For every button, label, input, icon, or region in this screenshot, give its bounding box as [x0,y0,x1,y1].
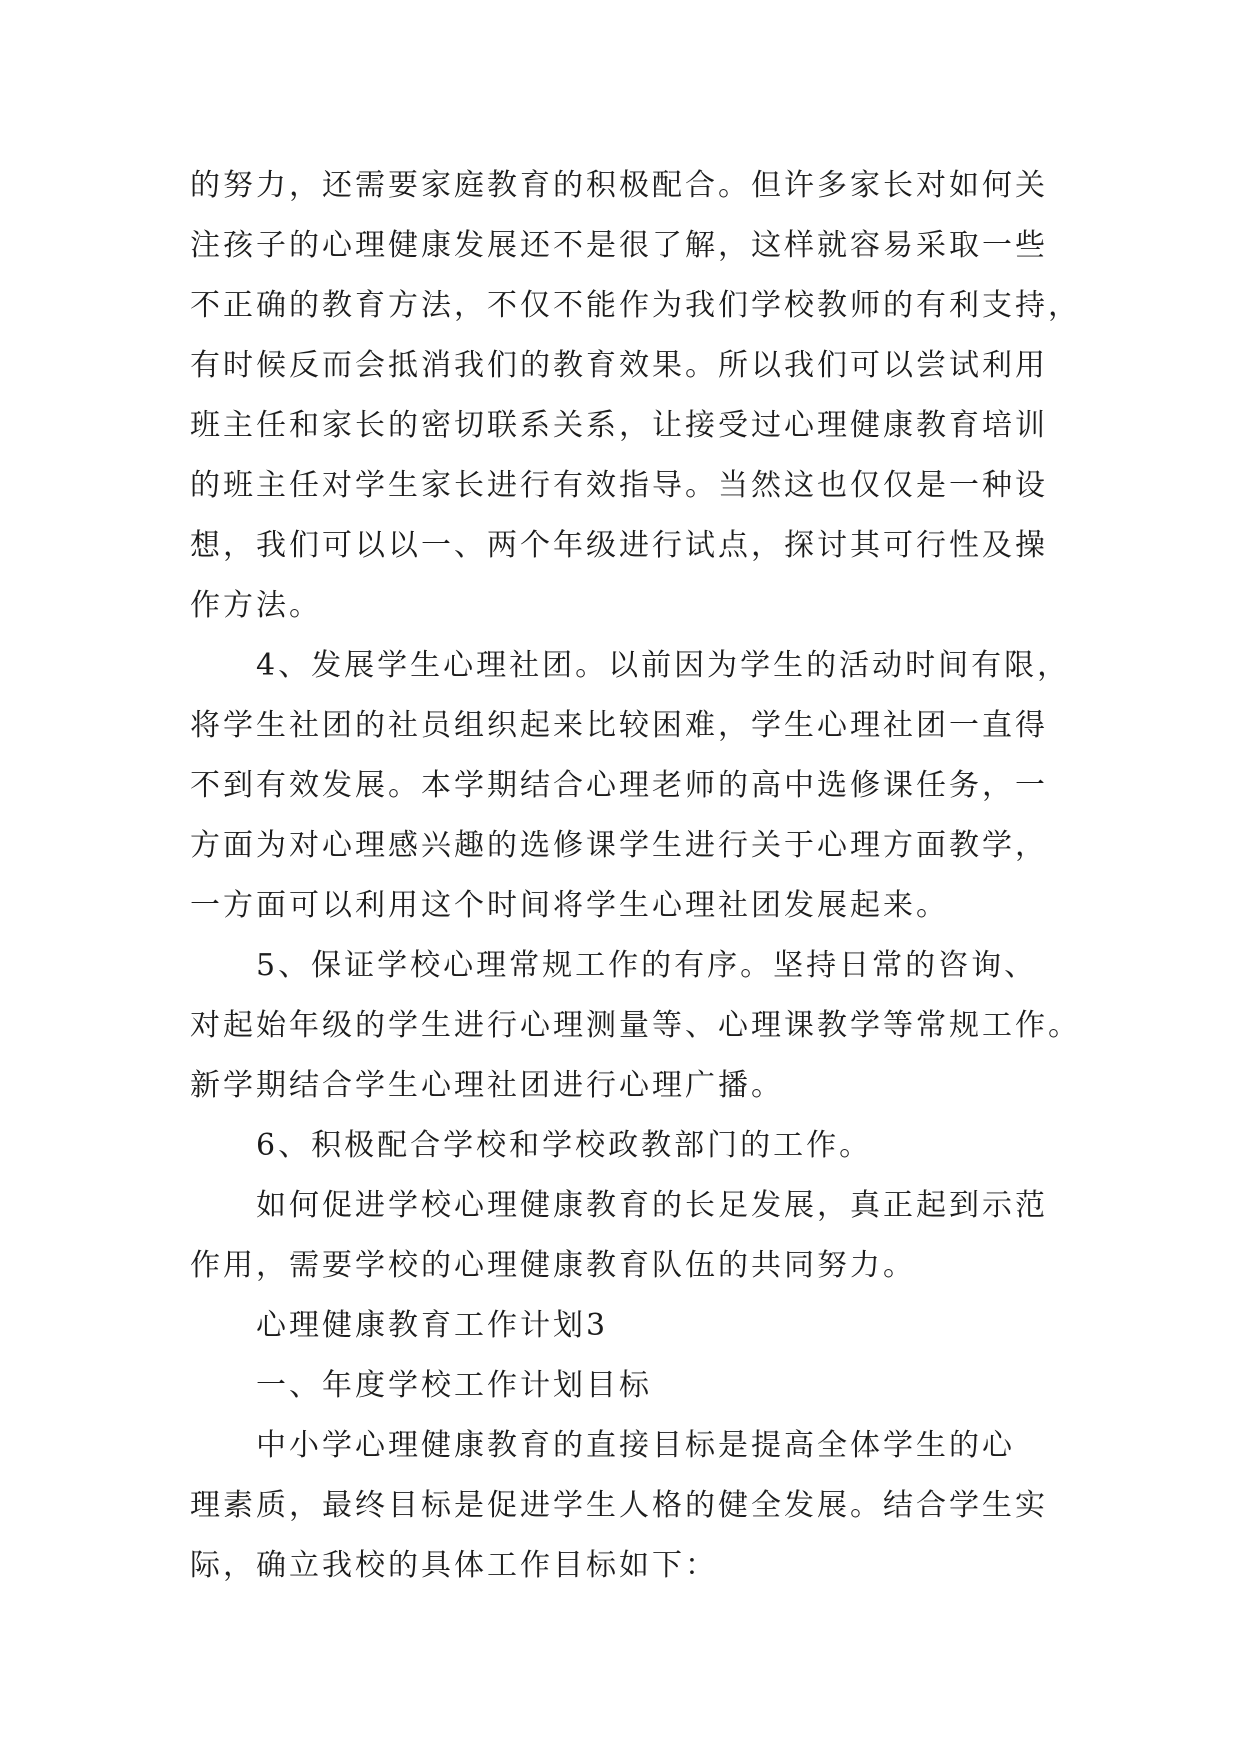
text-line: 新学期结合学生心理社团进行心理广播。 [190,1068,784,1103]
text-line: 的努力，还需要家庭教育的积极配合。但许多家长对如何关 [190,168,1048,203]
text-line: 不正确的教育方法，不仅不能作为我们学校教师的有利支持， [190,288,1081,323]
text-line: 理素质，最终目标是促进学生人格的健全发展。结合学生实 [190,1488,1048,1523]
text-line: 作方法。 [190,588,322,623]
text-line: 注孩子的心理健康发展还不是很了解，这样就容易采取一些 [190,228,1048,263]
text-line: 5、保证学校心理常规工作的有序。坚持日常的咨询、 [256,948,1038,983]
text-line: 4、发展学生心理社团。以前因为学生的活动时间有限， [256,648,1071,683]
section-heading: 心理健康教育工作计划3 [256,1308,609,1343]
text-line: 不到有效发展。本学期结合心理老师的高中选修课任务，一 [190,768,1048,803]
text-line: 一方面可以利用这个时间将学生心理社团发展起来。 [190,888,949,923]
text-line: 想，我们可以以一、两个年级进行试点，探讨其可行性及操 [190,528,1048,563]
text-line: 如何促进学校心理健康教育的长足发展，真正起到示范 [256,1188,1048,1223]
text-line: 中小学心理健康教育的直接目标是提高全体学生的心 [256,1428,1015,1463]
text-line: 作用，需要学校的心理健康教育队伍的共同努力。 [190,1248,916,1283]
text-line: 有时候反而会抵消我们的教育效果。所以我们可以尝试利用 [190,348,1048,383]
text-line: 方面为对心理感兴趣的选修课学生进行关于心理方面教学， [190,828,1048,863]
text-line: 的班主任对学生家长进行有效指导。当然这也仅仅是一种设 [190,468,1048,503]
text-line: 6、积极配合学校和学校政教部门的工作。 [256,1128,873,1163]
subsection-heading: 一、年度学校工作计划目标 [256,1368,652,1403]
text-line: 将学生社团的社员组织起来比较困难，学生心理社团一直得 [190,708,1048,743]
text-line: 班主任和家长的密切联系关系，让接受过心理健康教育培训 [190,408,1048,443]
text-line: 对起始年级的学生进行心理测量等、心理课教学等常规工作。 [190,1008,1081,1043]
text-line: 际，确立我校的具体工作目标如下： [190,1548,718,1583]
